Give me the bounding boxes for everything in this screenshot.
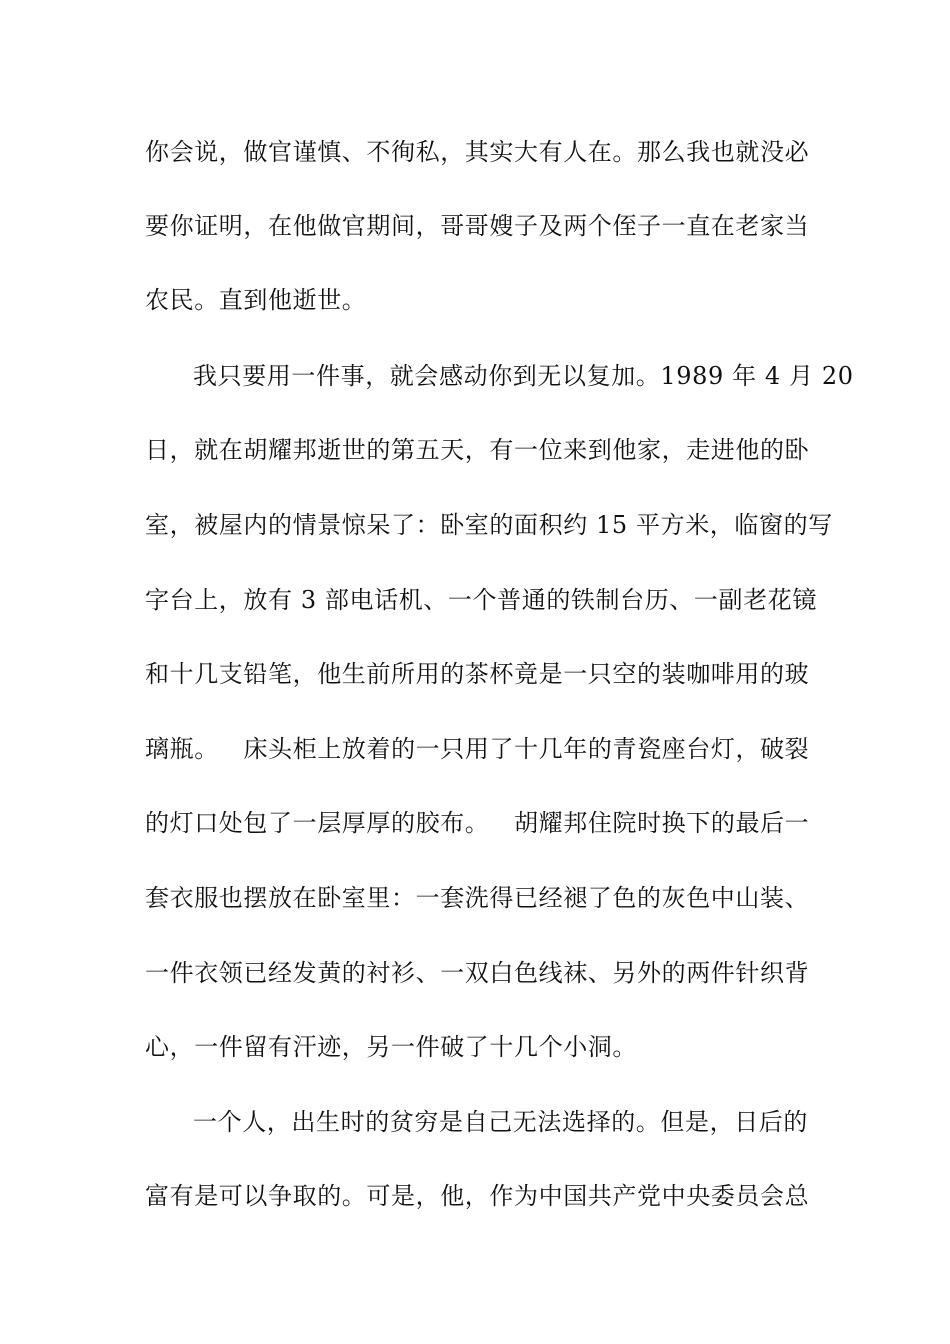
text-line: 的灯口处包了一层厚厚的胶布。 胡耀邦住院时换下的最后一 <box>145 809 810 837</box>
text-line: 要你证明，在他做官期间，哥哥嫂子及两个侄子一直在老家当 <box>145 212 810 240</box>
text-line: 字台上，放有 3 部电话机、一个普通的铁制台历、一副老花镜 <box>145 586 817 614</box>
text-line: 富有是可以争取的。可是，他，作为中国共产党中央委员会总 <box>145 1182 810 1210</box>
text-line: 你会说，做官谨慎、不徇私，其实大有人在。那么我也就没必 <box>145 138 810 166</box>
text-line: 一件衣领已经发黄的衬衫、一双白色线袜、另外的两件针织背 <box>145 959 810 987</box>
text-line: 和十几支铅笔，他生前所用的茶杯竟是一只空的装咖啡用的玻 <box>145 660 810 688</box>
text-line: 璃瓶。 床头柜上放着的一只用了十几年的青瓷座台灯，破裂 <box>145 735 810 763</box>
text-line: 农民。直到他逝世。 <box>145 286 367 314</box>
text-line: 心，一件留有汗迹，另一件破了十几个小洞。 <box>145 1033 637 1061</box>
text-line: 套衣服也摆放在卧室里：一套洗得已经褪了色的灰色中山装、 <box>145 884 810 912</box>
text-line: 一个人，出生时的贫穷是自己无法选择的。但是，日后的 <box>193 1108 808 1136</box>
text-line: 室，被屋内的情景惊呆了：卧室的面积约 15 平方米，临窗的写 <box>145 511 833 539</box>
text-line: 我只要用一件事，就会感动你到无以复加。1989 年 4 月 20 <box>193 362 854 390</box>
text-line: 日，就在胡耀邦逝世的第五天，有一位来到他家，走进他的卧 <box>145 436 810 464</box>
